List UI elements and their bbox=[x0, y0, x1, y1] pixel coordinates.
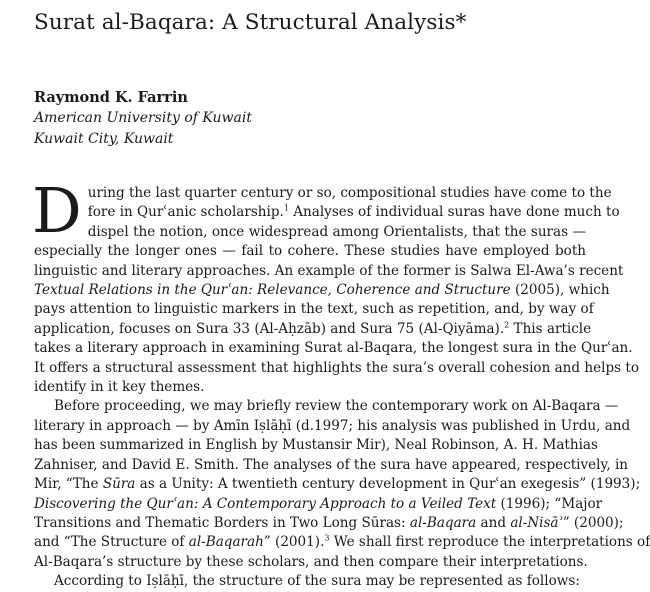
text-line: Transitions and Thematic Borders in Two Long Sūras: al-Baqara and al-Nisāʾ” (2000); bbox=[34, 514, 624, 531]
text-line: Discovering the Qurʿan: A Contemporary Approach to a Veiled Text (1996); “Major bbox=[34, 495, 603, 512]
text-line: Before proceeding, we may briefly review the contemporary work on Al-Baqara — bbox=[54, 398, 619, 415]
affiliation-location: Kuwait City, Kuwait bbox=[34, 131, 174, 147]
text-line: linguistic and literary approaches. An example of the former is Salwa El-Awa’s recent bbox=[34, 262, 624, 279]
text-line: takes a literary approach in examining Surat al-Baqara, the longest sura in the Qurʿan. bbox=[34, 340, 633, 357]
text-line: identify in it key themes. bbox=[34, 379, 205, 396]
text-line: Al-Baqara’s structure by these scholars, and then compare their interpretations. bbox=[34, 553, 588, 570]
text-line: literary in approach — by Amīn Iṣlāḥī (d.1997; his analysis was published in Urdu, and bbox=[34, 417, 631, 434]
footnote-ref-2[interactable]: 2 bbox=[504, 320, 510, 330]
text-line: especially the longer ones — fail to cohere. These studies have employed both bbox=[34, 243, 586, 260]
footnote-ref-1[interactable]: 1 bbox=[283, 203, 289, 213]
drop-cap: D bbox=[32, 174, 82, 247]
text-line: Textual Relations in the Qurʿan: Relevance, Coherence and Structure (2005), which bbox=[34, 282, 610, 299]
text-line: Mir, “The Sūra as a Unity: A twentieth century development in Qurʿan exegesis” (1993); bbox=[34, 476, 641, 493]
text-line: and “The Structure of al-Baqarah” (2001).$^3$ We shall first reproduce the interpretations of bbox=[34, 533, 650, 551]
author-name: Raymond K. Farrin bbox=[34, 89, 188, 106]
text-line: According to Iṣlāḥī, the structure of the sura may be represented as follows: bbox=[54, 573, 580, 590]
text-line: fore in Qurʿanic scholarship.$^1$ Analyses of individual suras have done much to bbox=[87, 203, 620, 221]
paragraph-2 bbox=[34, 397, 650, 572]
text-line: Zahniser, and David E. Smith. The analyses of the sura have appeared, respectively, in bbox=[34, 456, 629, 473]
text-line: pays attention to linguistic markers in the text, such as repetition, and, by way of bbox=[34, 301, 594, 318]
affiliation-institution: American University of Kuwait bbox=[34, 110, 252, 126]
text-line: application, focuses on Sura 33 (Al-Aḥzāb) and Sura 75 (Al-Qiyāma).$^2$ This article bbox=[34, 320, 592, 337]
text-line: has been summarized in English by Mustansir Mir), Neal Robinson, A. H. Mathias bbox=[34, 437, 598, 454]
paper-title: Surat al-Baqara: A Structural Analysis* bbox=[34, 10, 467, 35]
text-line: uring the last quarter century or so, compositional studies have come to the bbox=[87, 185, 612, 201]
text-line: dispel the notion, once widespread among Orientalists, that the suras — bbox=[87, 223, 586, 240]
text-line: It offers a structural assessment that highlights the sura’s overall cohesion and helps to bbox=[34, 359, 639, 376]
footnote-ref-3[interactable]: 3 bbox=[324, 533, 330, 543]
article-body bbox=[32, 174, 650, 592]
paragraph-1 bbox=[32, 174, 639, 397]
paragraph-3 bbox=[34, 572, 586, 591]
